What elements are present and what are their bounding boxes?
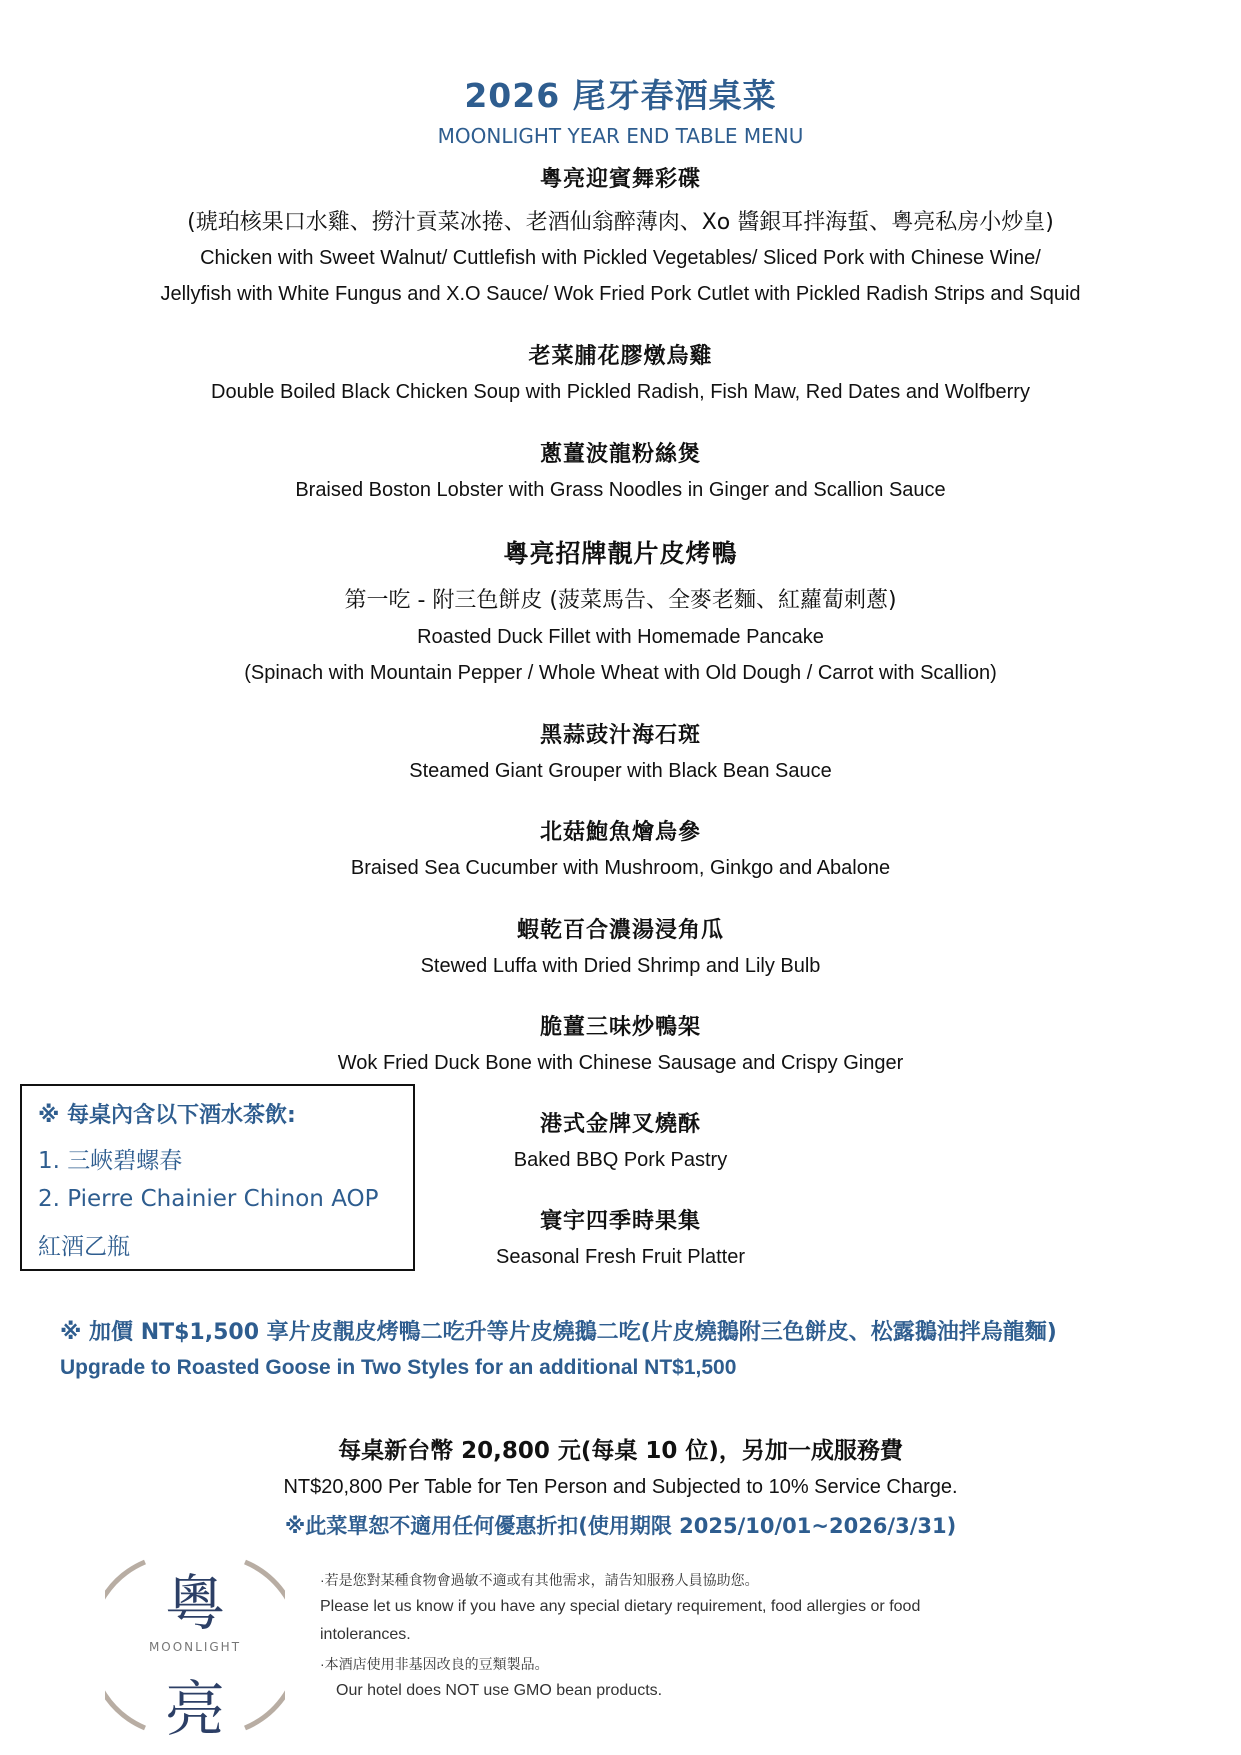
allergy-note-cn: ·若是您對某種食物會過敏不適或有其他需求，請告知服務人員協助您。	[320, 1572, 759, 1588]
dish-2-cn: 老菜脯花膠燉烏雞	[528, 344, 713, 369]
menu-subtitle: MOONLIGHT YEAR END TABLE MENU	[437, 124, 804, 148]
dish-3-cn: 蔥薑波龍粉絲煲	[539, 442, 701, 467]
dish-3-en: Braised Boston Lobster with Grass Noodles in Ginger and Scallion Sauce	[295, 479, 946, 501]
dish-6-cn: 北菇鮑魚燴烏參	[539, 820, 701, 845]
logo-char-bottom: 亮	[165, 1675, 225, 1745]
gmo-note-en: Our hotel does NOT use GMO bean products.	[336, 1682, 663, 1699]
drinks-item-2-cont: 紅酒乙瓶	[38, 1234, 130, 1260]
dish-1-en-line1: Chicken with Sweet Walnut/ Cuttlefish with Pickled Vegetables/ Sliced Pork with Chinese Wine/	[200, 247, 1041, 269]
menu-title: 2026 尾牙春酒桌菜	[464, 76, 777, 115]
upgrade-cn: ※ 加價 NT$1,500 享片皮靚皮烤鴨二吃升等片皮燒鵝二吃(片皮燒鵝附三色餅皮、松露鵝油拌烏龍麵)	[60, 1320, 1057, 1345]
drinks-heading: ※ 每桌內含以下酒水茶飲:	[38, 1103, 296, 1128]
dish-10-cn: 寰宇四季時果集	[539, 1209, 701, 1234]
dish-6-en: Braised Sea Cucumber with Mushroom, Ginkgo and Abalone	[350, 857, 891, 879]
dish-5-en: Steamed Giant Grouper with Black Bean Sauce	[409, 760, 832, 782]
gmo-note-cn: ·本酒店使用非基因改良的豆類製品。	[320, 1656, 549, 1672]
dish-4-cn: 粵亮招牌靚片皮烤鴨	[503, 539, 738, 568]
logo-char-top: 粵	[165, 1569, 225, 1639]
dish-5-cn: 黑蒜豉汁海石斑	[539, 723, 701, 748]
upgrade-en: Upgrade to Roasted Goose in Two Styles for an additional NT$1,500	[60, 1356, 737, 1379]
allergy-note-en-line2: intolerances.	[320, 1626, 411, 1643]
dish-1-en-line2: Jellyfish with White Fungus and X.O Sauce/ Wok Fried Pork Cutlet with Pickled Radish Strips and Squid	[160, 283, 1081, 305]
dish-8-en: Wok Fried Duck Bone with Chinese Sausage and Crispy Ginger	[337, 1052, 904, 1074]
dish-10-en: Seasonal Fresh Fruit Platter	[496, 1246, 745, 1268]
allergy-note-en-line1: Please let us know if you have any special dietary requirement, food allergies or food	[320, 1598, 921, 1615]
dish-1-cn: 粵亮迎賓舞彩碟	[539, 167, 701, 192]
dish-7-en: Stewed Luffa with Dried Shrimp and Lily Bulb	[420, 955, 821, 977]
price-en: NT$20,800 Per Table for Ten Person and Subjected to 10% Service Charge.	[283, 1476, 958, 1498]
dish-4-cn-detail: 第一吃 - 附三色餅皮 (菠菜馬告、全麥老麵、紅蘿蔔刺蔥)	[344, 588, 897, 613]
dish-1-cn-detail: (琥珀核果口水雞、撈汁貢菜冰捲、老酒仙翁醉薄肉、Xo 醬銀耳拌海蜇、粵亮私房小炒皇)	[187, 210, 1054, 235]
price-cn: 每桌新台幣 20,800 元(每桌 10 位)，另加一成服務費	[338, 1438, 903, 1464]
dish-8-cn: 脆薑三味炒鴨架	[539, 1015, 701, 1040]
dish-7-cn: 蝦乾百合濃湯浸角瓜	[516, 918, 724, 943]
drinks-included-box	[20, 1084, 415, 1271]
dish-4-en-line2: (Spinach with Mountain Pepper / Whole Wheat with Old Dough / Carrot with Scallion)	[244, 662, 997, 684]
dish-2-en: Double Boiled Black Chicken Soup with Pickled Radish, Fish Maw, Red Dates and Wolfberry	[211, 381, 1030, 403]
dish-9-cn: 港式金牌叉燒酥	[539, 1112, 701, 1137]
drinks-item-1: 1. 三峽碧螺春	[38, 1148, 183, 1174]
moonlight-logo	[105, 1550, 285, 1745]
drinks-item-2: 2. Pierre Chainier Chinon AOP	[38, 1186, 379, 1212]
dish-9-en: Baked BBQ Pork Pastry	[513, 1149, 728, 1171]
dish-4-en-line1: Roasted Duck Fillet with Homemade Pancake	[417, 626, 824, 648]
logo-wordmark: MOONLIGHT	[148, 1640, 242, 1654]
price-note: ※此菜單恕不適用任何優惠折扣(使用期限 2025/10/01~2026/3/31)	[284, 1514, 957, 1538]
